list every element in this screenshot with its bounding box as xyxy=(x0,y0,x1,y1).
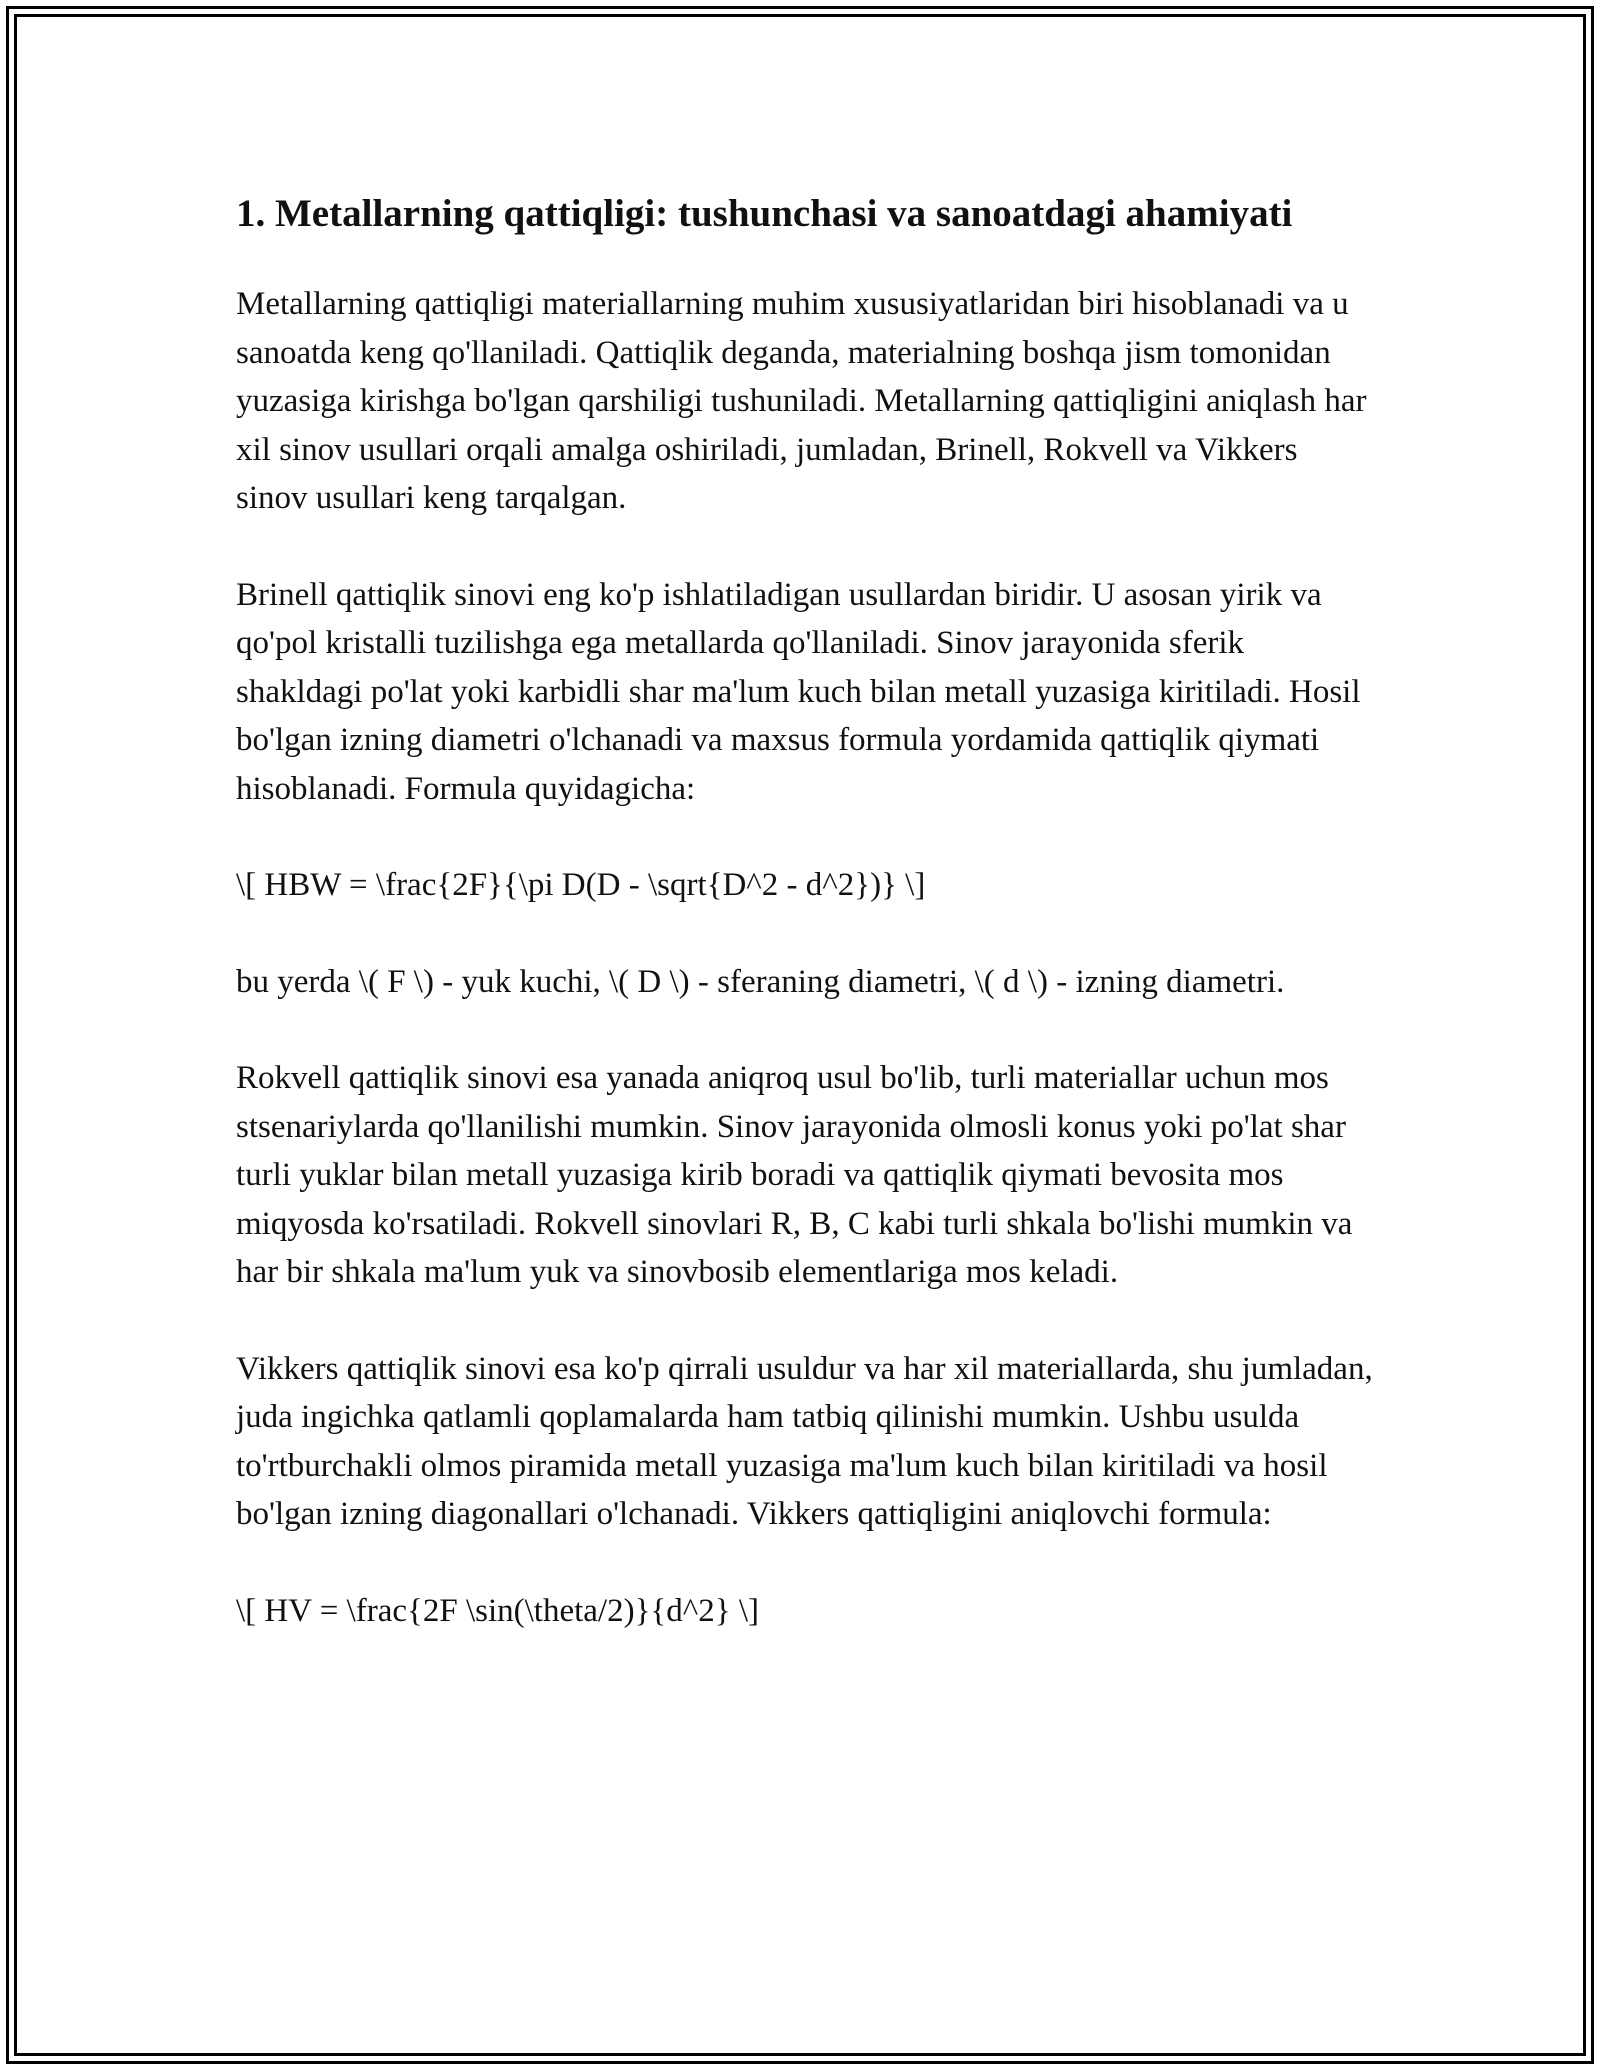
formula-brinell: \[ HBW = \frac{2F}{\pi D(D - \sqrt{D^2 - d^2})} \] xyxy=(236,867,926,903)
paragraph-intro: Metallarning qattiqligi materiallarning muhim xususiyatlaridan biri hisoblanadi va u sanoatda keng qo'llaniladi. Qattiqlik deganda, materialning boshqa jism tomonidan yuzasiga kirishga bo'lgan qarshiligi tushuniladi. Metallarning qattiqligini aniqlash har xil sinov usullari orqali amalga oshiriladi, jumladan, Brinell, Rokvell va Vikkers sinov usullari keng tarqalgan. xyxy=(236,286,1367,516)
paragraph-rockwell: Rokvell qattiqlik sinovi esa yanada aniqroq usul bo'lib, turli materiallar uchun mos stsenariylarda qo'llanilishi mumkin. Sinov jarayonida olmosli konus yoki po'lat shar turli yuklar bilan metall yuzasiga kirib boradi va qattiqlik qiymati bevosita mos miqyosda ko'rsatiladi. Rokvell sinovlari R, B, C kabi turli shkala bo'lishi mumkin va har bir shkala ma'lum yuk va sinovbosib elementlariga mos keladi. xyxy=(236,1060,1353,1290)
document-body xyxy=(236,186,1376,1683)
section-heading: 1. Metallarning qattiqligi: tushunchasi va sanoatdagi ahamiyati xyxy=(236,192,1293,235)
formula-vickers: \[ HV = \frac{2F \sin(\theta/2)}{d^2} \] xyxy=(236,1592,760,1629)
paragraph-brinell: Brinell qattiqlik sinovi eng ko'p ishlatiladigan usullardan biridir. U asosan yirik va qo'pol kristalli tuzilishga ega metallarda qo'llaniladi. Sinov jarayonida sferik shakldagi po'lat yoki karbidli shar ma'lum kuch bilan metall yuzasiga kiritiladi. Hosil bo'lgan izning diametri o'lchanadi va maxsus formula yordamida qattiqlik qiymati hisoblanadi. Formula quyidagicha: xyxy=(236,576,1361,807)
paragraph-vickers: Vikkers qattiqlik sinovi esa ko'p qirrali usuldur va har xil materiallarda, shu jumladan, juda ingichka qatlamli qoplamalarda ham tatbiq qilinishi mumkin. Ushbu usulda to'rtburchakli olmos piramida metall yuzasiga ma'lum kuch bilan kiritiladi va hosil bo'lgan izning diagonallari o'lchanadi. Vikkers qattiqligini aniqlovchi formula: xyxy=(236,1350,1373,1532)
paragraph-variables: bu yerda \( F \) - yuk kuchi, \( D \) - sferaning diametri, \( d \) - izning diametri. xyxy=(236,963,1285,1000)
